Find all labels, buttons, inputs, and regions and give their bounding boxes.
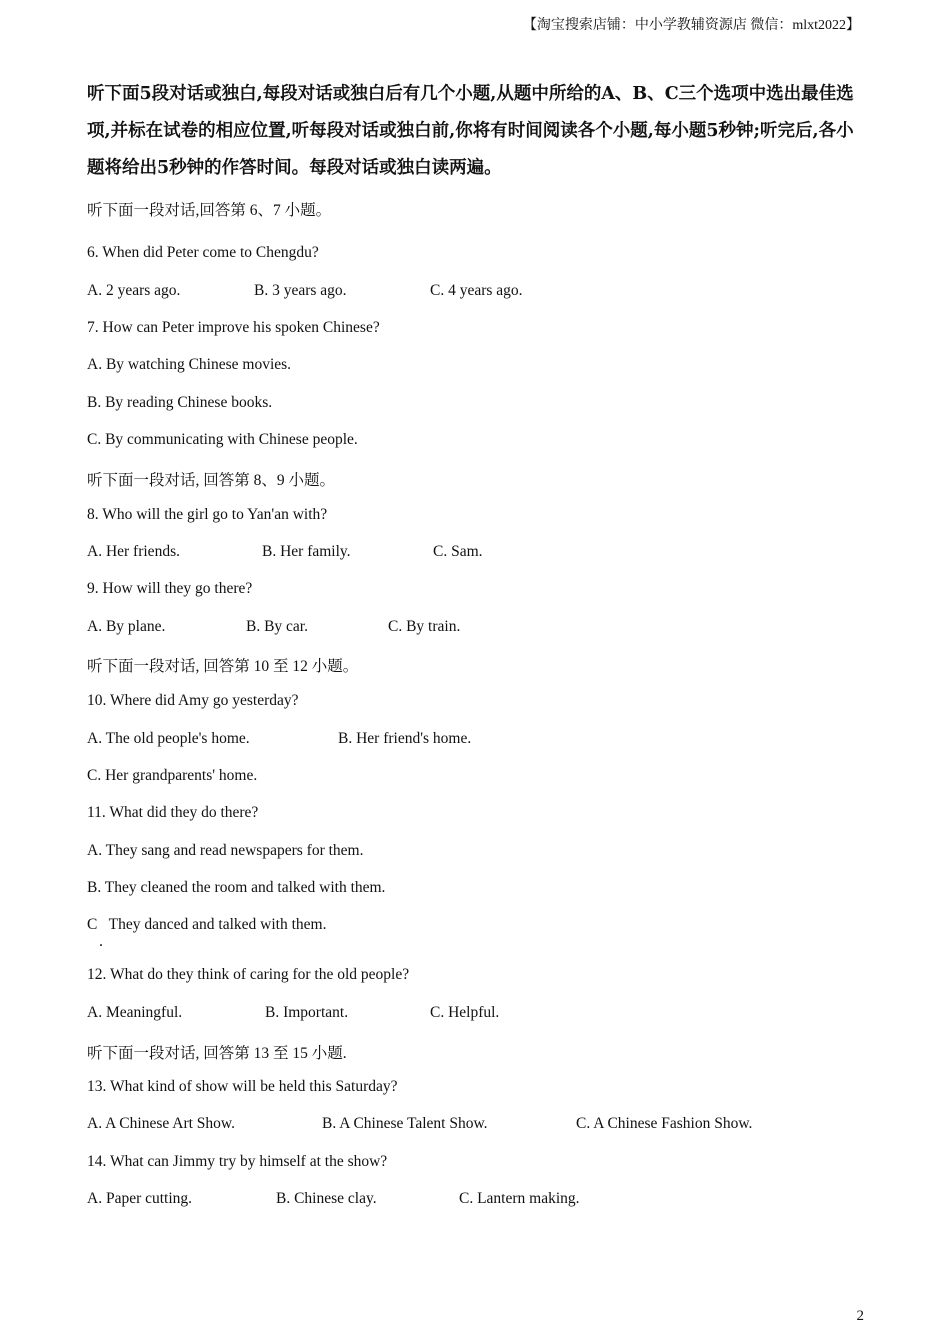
option-b: B. 3 years ago. xyxy=(254,282,347,299)
stray-dot: · xyxy=(99,938,104,952)
option-b: B. By reading Chinese books. xyxy=(87,394,273,411)
option-a: A. The old people's home. xyxy=(87,730,250,747)
section-intro: 听下面一段对话,回答第 6、7 小题。 xyxy=(87,202,332,219)
section-intro: 听下面一段对话, 回答第 10 至 12 小题。 xyxy=(87,658,359,675)
section-intro: 听下面一段对话, 回答第 13 至 15 小题. xyxy=(87,1045,347,1062)
section-intro: 听下面一段对话, 回答第 8、9 小题。 xyxy=(87,472,336,489)
option-c: C. By train. xyxy=(388,618,461,635)
option-c: C. Her grandparents' home. xyxy=(87,767,258,784)
option-b: B. Chinese clay. xyxy=(276,1190,377,1207)
option-a: A. By plane. xyxy=(87,618,166,635)
option-b: B. Important. xyxy=(265,1004,349,1021)
question-12: 12. What do they think of caring for the old people? xyxy=(87,966,410,983)
option-a: A. 2 years ago. xyxy=(87,282,181,299)
option-a: A. Paper cutting. xyxy=(87,1190,193,1207)
question-9: 9. How will they go there? xyxy=(87,580,253,597)
option-b: B. Her family. xyxy=(262,543,351,560)
option-b: B. They cleaned the room and talked with them. xyxy=(87,879,386,896)
option-a: A. Her friends. xyxy=(87,543,180,560)
question-6: 6. When did Peter come to Chengdu? xyxy=(87,244,319,261)
option-c: C They danced and talked with them. xyxy=(87,916,327,933)
question-10: 10. Where did Amy go yesterday? xyxy=(87,692,299,709)
option-c: C. Lantern making. xyxy=(459,1190,580,1207)
option-b: B. By car. xyxy=(246,618,308,635)
question-11: 11. What did they do there? xyxy=(87,804,259,821)
option-b: B. Her friend's home. xyxy=(338,730,472,747)
option-b: B. A Chinese Talent Show. xyxy=(322,1115,488,1132)
option-c: C. 4 years ago. xyxy=(430,282,523,299)
option-a: A. They sang and read newspapers for them. xyxy=(87,842,364,859)
option-c: C. By communicating with Chinese people. xyxy=(87,431,358,448)
question-8: 8. Who will the girl go to Yan'an with? xyxy=(87,506,328,523)
section-instructions: 听下面5段对话或独白,每段对话或独白后有几个小题,从题中所给的A、B、C三个选项中选出最佳选项,并标在试卷的相应位置,听每段对话或独白前,你将有时间阅读各个小题,每小题5秒钟;听完后,各小题将给出5秒钟的作答时间。每段对话或独白读两遍。 xyxy=(87,84,854,178)
option-c: C. A Chinese Fashion Show. xyxy=(576,1115,753,1132)
option-c: C. Sam. xyxy=(433,543,483,560)
page-number: 2 xyxy=(856,1308,864,1324)
question-13: 13. What kind of show will be held this Saturday? xyxy=(87,1078,398,1095)
question-7: 7. How can Peter improve his spoken Chinese? xyxy=(87,319,380,336)
question-14: 14. What can Jimmy try by himself at the show? xyxy=(87,1153,388,1170)
option-a: A. By watching Chinese movies. xyxy=(87,356,292,373)
page-header: 【淘宝搜索店铺：中小学教辅资源店 微信：mlxt2022】 xyxy=(522,18,860,33)
option-a: A. A Chinese Art Show. xyxy=(87,1115,235,1132)
option-a: A. Meaningful. xyxy=(87,1004,183,1021)
option-c: C. Helpful. xyxy=(430,1004,500,1021)
